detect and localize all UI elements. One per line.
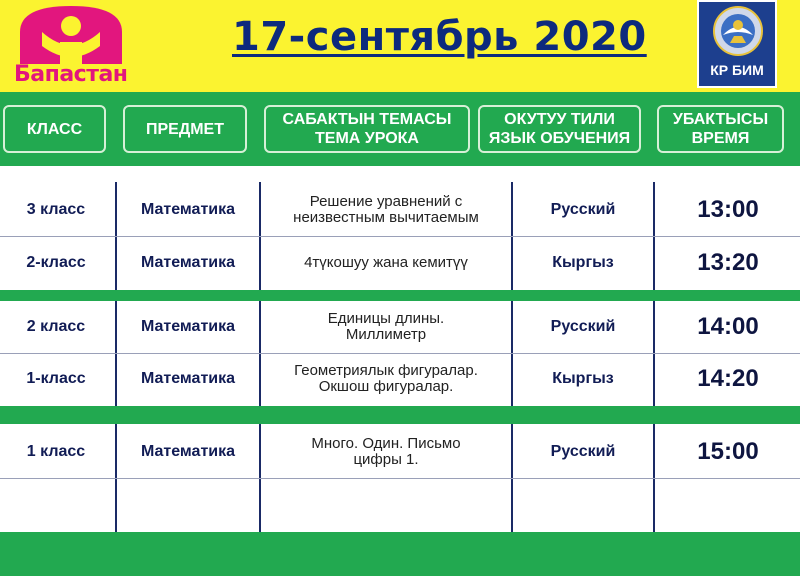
cell-topic bbox=[262, 354, 510, 404]
cell-class: 2 класс bbox=[26, 318, 86, 335]
bapastan-logo bbox=[6, 2, 136, 90]
column-header-language-label-ru: ЯЗЫК ОБУЧЕНИЯ bbox=[488, 130, 631, 147]
cell-topic bbox=[262, 302, 510, 352]
cell-topic-line: Решение уравнений с bbox=[309, 193, 463, 210]
column-header-topic-label-ru: ТЕМА УРОКА bbox=[315, 130, 419, 147]
column-header-class bbox=[3, 105, 106, 153]
cell-time: 13:20 bbox=[697, 249, 759, 276]
cell-language: Русский bbox=[550, 201, 616, 218]
column-header-topic bbox=[264, 105, 470, 153]
group-separator-band bbox=[0, 406, 800, 424]
cell-subject: Математика bbox=[140, 318, 236, 335]
cell-topic-line: Окшош фигуралар. bbox=[318, 378, 454, 395]
cell-subject: Математика bbox=[140, 254, 236, 271]
state-emblem-icon bbox=[711, 5, 765, 57]
column-header-subject-label: ПРЕДМЕТ bbox=[145, 120, 224, 138]
cell-topic-line: цифры 1. bbox=[353, 451, 419, 468]
column-header-class-label: КЛАСС bbox=[26, 120, 83, 138]
column-header-language bbox=[478, 105, 641, 153]
cell-topic-line: Много. Один. Письмо bbox=[311, 435, 461, 452]
cell-topic-line: неизвестным вычитаемым bbox=[293, 209, 479, 226]
cell-topic bbox=[262, 426, 510, 478]
header-bar bbox=[0, 0, 800, 92]
column-header-language-label-ky: ОКУТУУ ТИЛИ bbox=[504, 111, 615, 128]
cell-language: Кыргыз bbox=[552, 370, 614, 387]
cell-time: 15:00 bbox=[697, 438, 759, 465]
cell-language: Русский bbox=[550, 443, 616, 460]
footer-green-band bbox=[0, 532, 800, 576]
cell-time: 14:20 bbox=[697, 365, 759, 392]
column-header-topic-label-ky: САБАКТЫН ТЕМАСЫ bbox=[282, 111, 452, 128]
column-header-time-label-ky: УБАКТЫСЫ bbox=[672, 111, 769, 128]
cell-time: 14:00 bbox=[697, 313, 759, 340]
column-header-time bbox=[657, 105, 784, 153]
cell-subject: Математика bbox=[140, 443, 236, 460]
cell-class: 1 класс bbox=[26, 443, 86, 460]
column-header-subject bbox=[123, 105, 247, 153]
group-separator-band bbox=[0, 290, 800, 301]
logo-house-icon bbox=[12, 2, 130, 64]
cell-time: 13:00 bbox=[697, 196, 759, 223]
cell-topic-line: Миллиметр bbox=[345, 326, 427, 343]
cell-class: 3 класс bbox=[26, 201, 86, 218]
cell-class: 1-класс bbox=[26, 370, 86, 387]
page-title: 17-сентябрь 2020 bbox=[232, 14, 647, 60]
logo-text: Бапастан bbox=[14, 62, 128, 87]
cell-topic-line: 4түкошуу жана кемитүү bbox=[304, 254, 468, 271]
kr-bim-label: КР БИМ bbox=[710, 62, 764, 78]
cell-topic bbox=[262, 237, 510, 289]
column-header-time-label-ru: ВРЕМЯ bbox=[691, 130, 750, 147]
cell-subject: Математика bbox=[140, 370, 236, 387]
cell-language: Русский bbox=[550, 318, 616, 335]
cell-topic-line: Геометриялык фигуралар. bbox=[294, 362, 478, 379]
kr-bim-badge bbox=[697, 0, 777, 88]
table-row-empty bbox=[0, 479, 800, 532]
cell-language: Кыргыз bbox=[552, 254, 614, 271]
cell-topic-line: Единицы длины. bbox=[327, 310, 445, 327]
cell-subject: Математика bbox=[140, 201, 236, 218]
cell-topic bbox=[262, 184, 510, 236]
cell-class: 2-класс bbox=[26, 254, 86, 271]
